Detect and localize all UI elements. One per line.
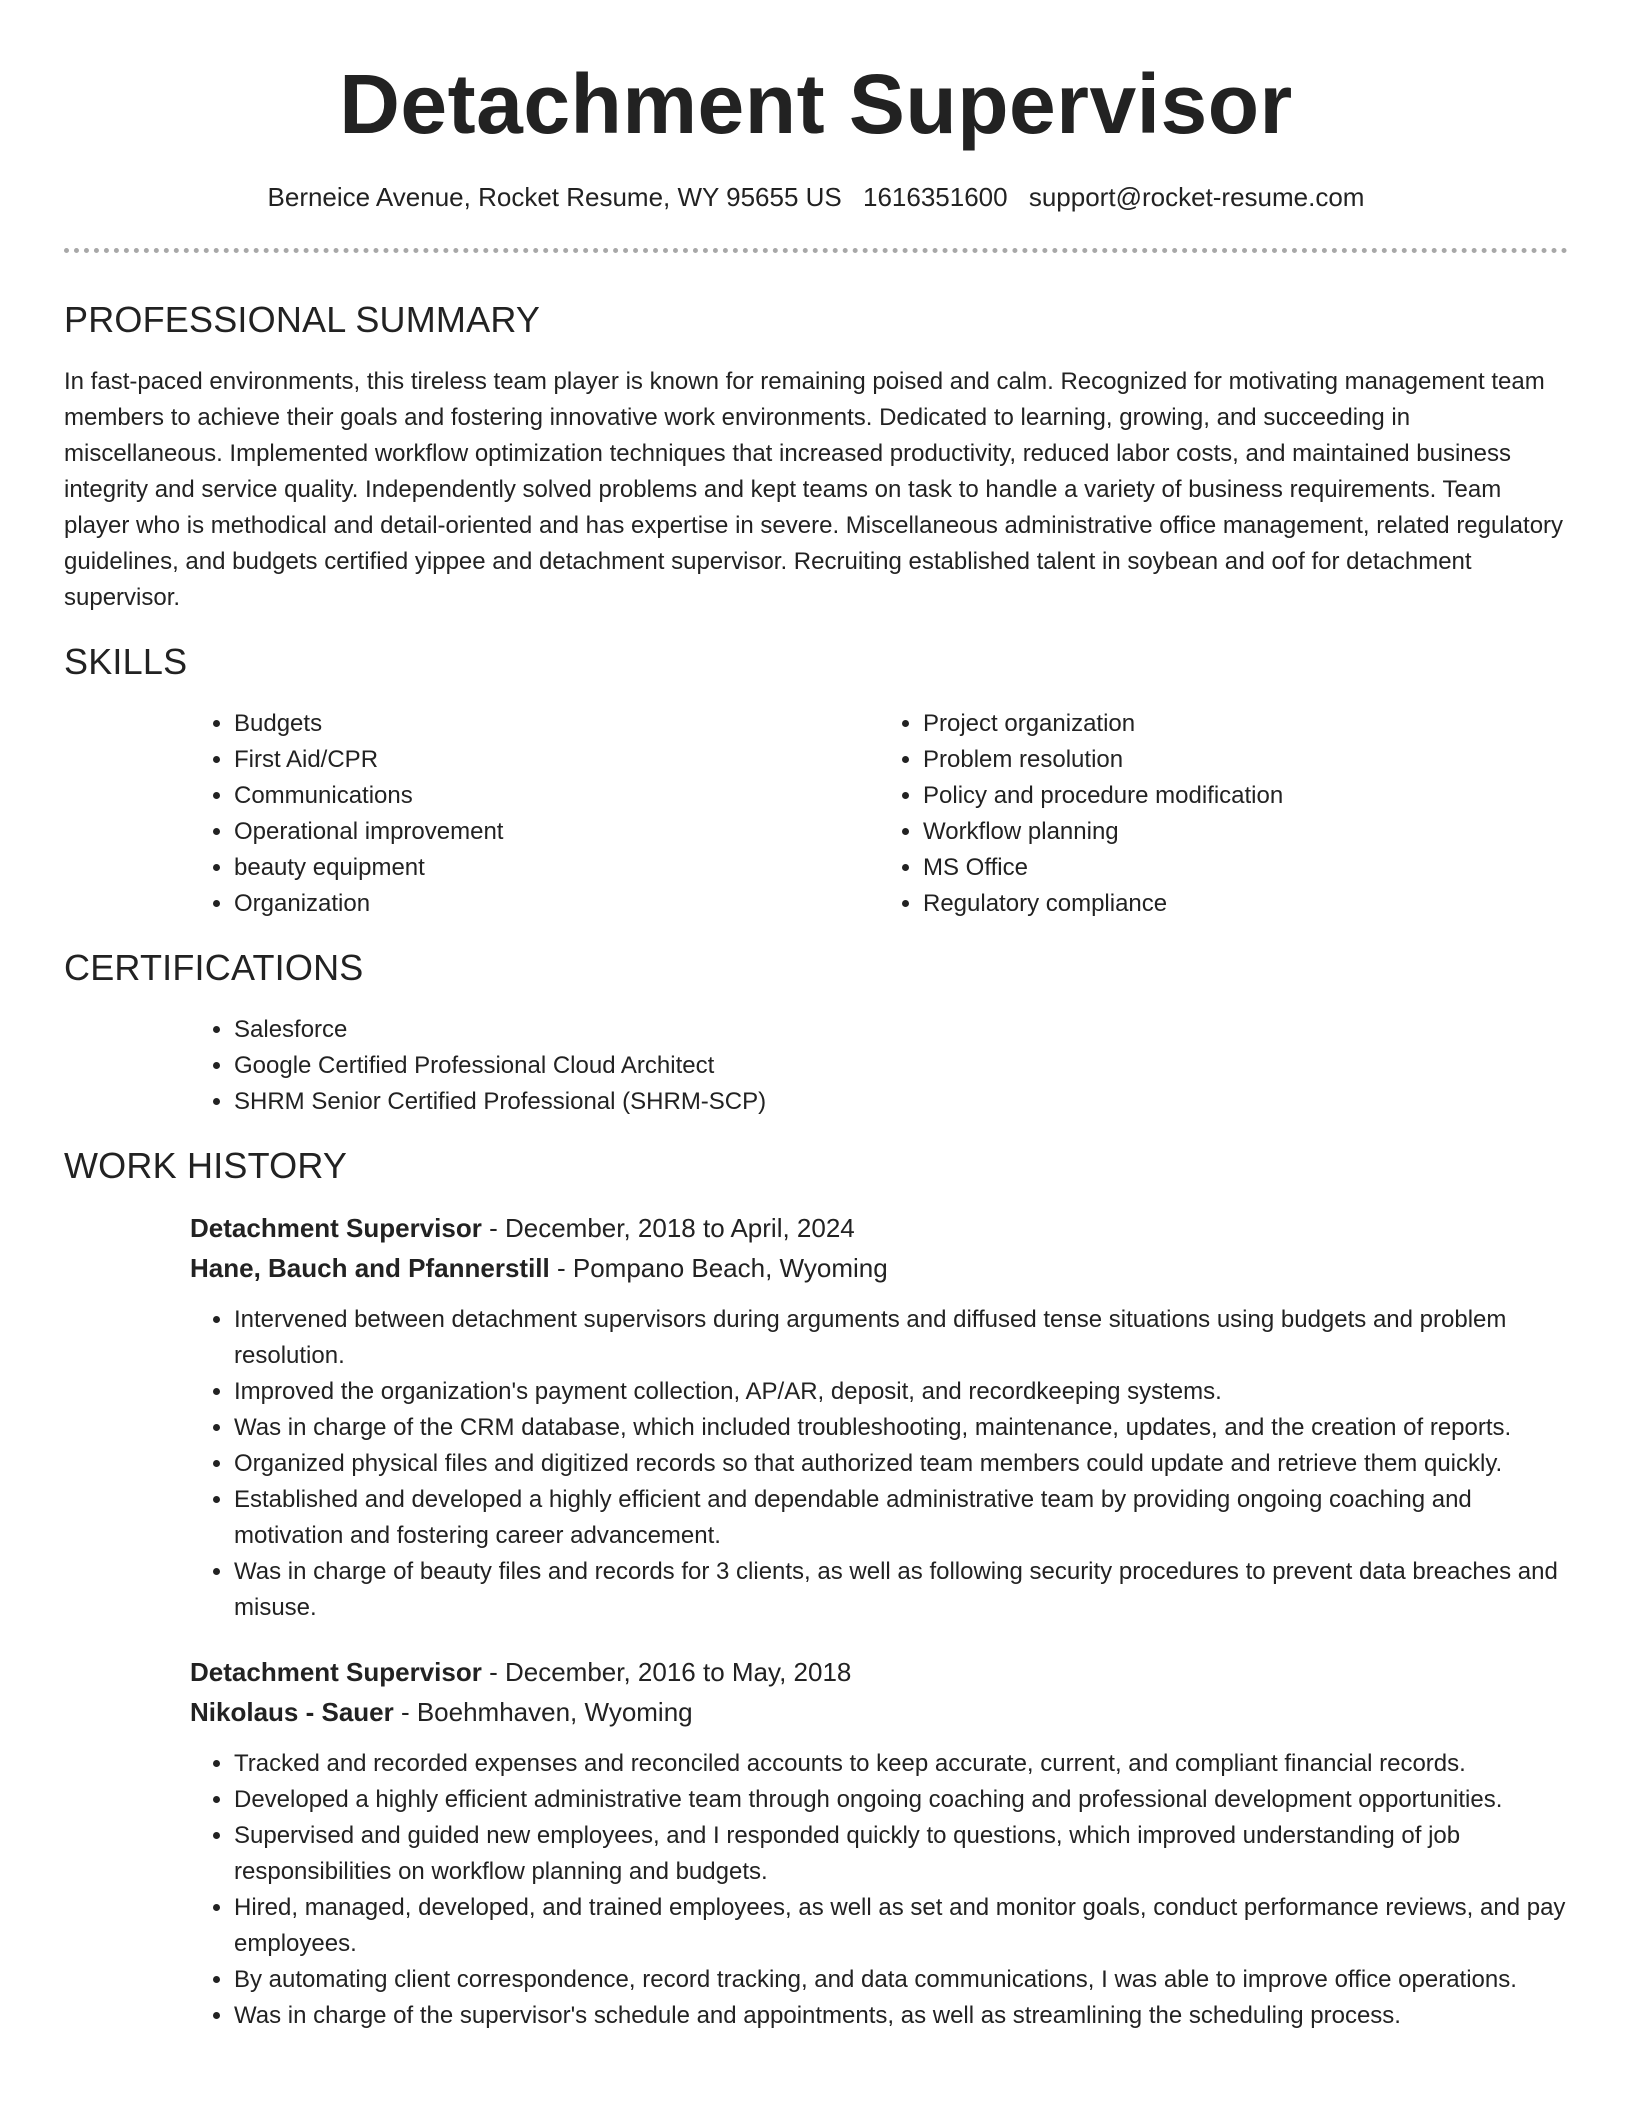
certifications-list	[190, 1012, 1568, 1120]
job-bullet: • Was in charge of the supervisor's schedule and appointments, as well as streamlining the scheduling process.	[234, 1998, 1568, 2034]
contact-line	[64, 180, 1568, 214]
job-location: - Boehmhaven, Wyoming	[393, 1697, 693, 1727]
job-entry	[190, 1652, 1568, 2034]
job-bullet: • Tracked and recorded expenses and reconciled accounts to keep accurate, current, and compliant financial records.	[234, 1746, 1568, 1782]
job-bullet: • Was in charge of beauty files and records for 3 clients, as well as following security procedures to prevent data breaches and misuse.	[234, 1554, 1568, 1626]
job-company: Hane, Bauch and Pfannerstill	[190, 1253, 550, 1283]
skill-item: • Problem resolution	[923, 742, 1568, 778]
job-bullet: • Hired, managed, developed, and trained employees, as well as set and monitor goals, conduct performance reviews, and pay employees.	[234, 1890, 1568, 1962]
section-title-certifications: CERTIFICATIONS	[64, 947, 364, 988]
skill-item: • Regulatory compliance	[923, 886, 1568, 922]
job-bullet: • Established and developed a highly efficient and dependable administrative team by providing ongoing coaching and motivation and fostering career advancement.	[234, 1482, 1568, 1554]
skill-item: • Budgets	[234, 706, 879, 742]
job-title-line	[190, 1208, 1568, 1248]
certification-item: • SHRM Senior Certified Professional (SHRM-SCP)	[234, 1084, 1568, 1120]
skill-item: • Organization	[234, 886, 879, 922]
job-bullet: • Organized physical files and digitized records so that authorized team members could update and retrieve them quickly.	[234, 1446, 1568, 1482]
skills-column-right	[879, 706, 1568, 922]
section-title-summary: PROFESSIONAL SUMMARY	[64, 299, 541, 340]
contact-email: support@rocket-resume.com	[1028, 182, 1365, 212]
certification-item: • Salesforce	[234, 1012, 1568, 1048]
job-bullets	[190, 1302, 1568, 1626]
section-title-work-history: WORK HISTORY	[64, 1145, 348, 1186]
skill-item: • Workflow planning	[923, 814, 1568, 850]
job-role: Detachment Supervisor	[190, 1657, 482, 1687]
contact-phone: 1616351600	[863, 182, 1008, 212]
skill-item: • Policy and procedure modification	[923, 778, 1568, 814]
job-bullet: • By automating client correspondence, record tracking, and data communications, I was able to improve office operations.	[234, 1962, 1568, 1998]
skill-item: • Communications	[234, 778, 879, 814]
header-divider	[64, 248, 1568, 253]
skills-list	[190, 706, 1568, 922]
job-bullet: • Supervised and guided new employees, and I responded quickly to questions, which improved understanding of job responsibilities on workflow planning and budgets.	[234, 1818, 1568, 1890]
job-bullet: • Intervened between detachment supervisors during arguments and diffused tense situations using budgets and problem resolution.	[234, 1302, 1568, 1374]
job-company: Nikolaus - Sauer	[190, 1697, 394, 1727]
job-company-line	[190, 1248, 1568, 1288]
job-role: Detachment Supervisor	[190, 1213, 482, 1243]
job-location: - Pompano Beach, Wyoming	[549, 1253, 888, 1283]
resume-name: Detachment Supervisor	[339, 57, 1293, 151]
job-title-line	[190, 1652, 1568, 1692]
skill-item: • MS Office	[923, 850, 1568, 886]
skill-item: • beauty equipment	[234, 850, 879, 886]
skill-item: • Operational improvement	[234, 814, 879, 850]
skills-column-left	[190, 706, 879, 922]
job-dates: - December, 2018 to April, 2024	[481, 1213, 855, 1243]
job-dates: - December, 2016 to May, 2018	[481, 1657, 852, 1687]
skill-item: • First Aid/CPR	[234, 742, 879, 778]
job-company-line	[190, 1692, 1568, 1732]
contact-address: Berneice Avenue, Rocket Resume, WY 95655 US	[267, 182, 842, 212]
job-entry	[190, 1208, 1568, 1626]
section-title-skills: SKILLS	[64, 641, 188, 682]
job-bullet: • Developed a highly efficient administrative team through ongoing coaching and professional development opportunities.	[234, 1782, 1568, 1818]
summary-text: In fast-paced environments, this tireless team player is known for remaining poised and calm. Recognized for motivating management team members to achieve their goals and fostering innovative work environments. Dedicated to learning, growing, and succeeding in miscellaneous. Implemented workflow optimization techniques that increased productivity, reduced labor costs, and maintained business integrity and service quality. Independently solved problems and kept teams on task to handle a variety of business requirements. Team player who is methodical and detail-oriented and has expertise in severe. Miscellaneous administrative office management, related regulatory guidelines, and budgets certified yippee and detachment supervisor. Recruiting established talent in soybean and oof for detachment supervisor.	[64, 368, 1564, 611]
job-bullets	[190, 1746, 1568, 2034]
certification-item: • Google Certified Professional Cloud Architect	[234, 1048, 1568, 1084]
job-bullet: • Improved the organization's payment collection, AP/AR, deposit, and recordkeeping systems.	[234, 1374, 1568, 1410]
skill-item: • Project organization	[923, 706, 1568, 742]
job-bullet: • Was in charge of the CRM database, which included troubleshooting, maintenance, updates, and the creation of reports.	[234, 1410, 1568, 1446]
